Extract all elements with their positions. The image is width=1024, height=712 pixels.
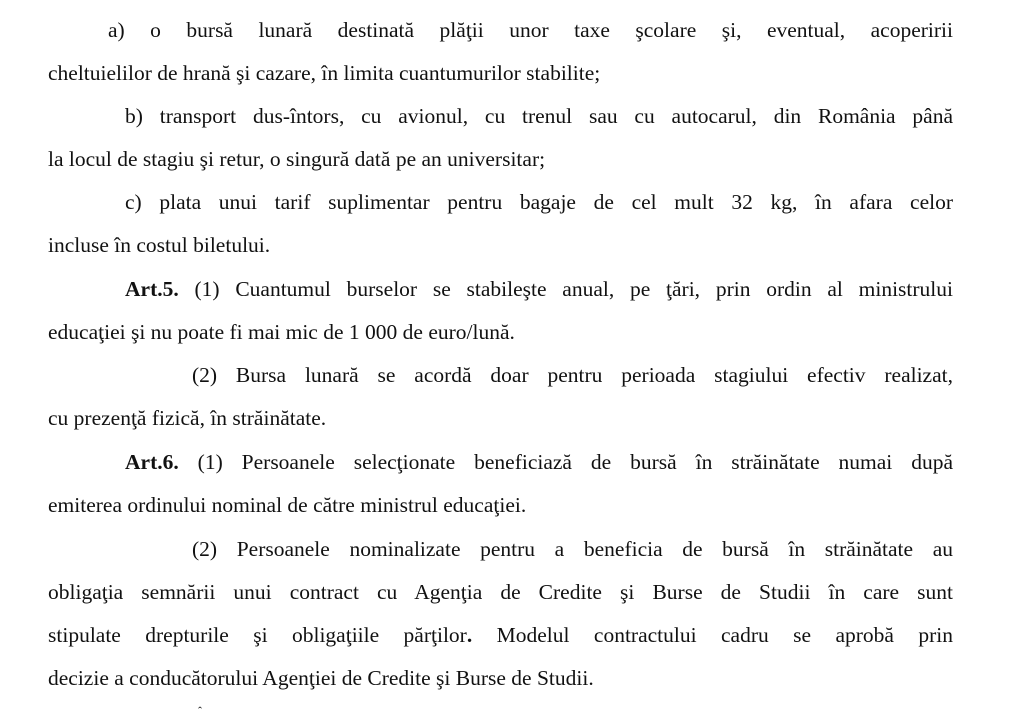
article-5-line: [125, 276, 953, 302]
paragraph-line: (2) Persoanele nominalizate pentru a beneficia de bursă în străinătate au: [192, 537, 953, 561]
article-6-line: [125, 449, 953, 475]
paragraph-line: la locul de stagiu şi retur, o singură dată pe an universitar;: [48, 147, 546, 171]
paragraph-line: cheltuielilor de hrană şi cazare, în limita cuantumurilor stabilite;: [48, 61, 601, 85]
paragraph-line: incluse în costul biletului.: [48, 233, 271, 257]
paragraph-line: educaţiei şi nu poate fi mai mic de 1 000 de euro/lună.: [48, 320, 515, 344]
paragraph-line: (2) Bursa lunară se acordă doar pentru perioada stagiului efectiv realizat,: [192, 363, 953, 387]
paragraph-line: cu prezenţă fizică, în străinătate.: [48, 406, 327, 430]
paragraph-line: [48, 622, 953, 648]
paragraph-line: decizie a conducătorului Agenţiei de Credite şi Burse de Studii.: [48, 666, 594, 690]
paragraph-line: b) transport dus-întors, cu avionul, cu trenul sau cu autocarul, din România până: [125, 104, 953, 128]
cropped-next-line-fragment: ˆ: [198, 704, 202, 712]
line-part: Modelul contractului cadru se aprobă prin: [472, 623, 953, 647]
paragraph-line: obligaţia semnării unui contract cu Agenţia de Credite şi Burse de Studii în care sunt: [48, 580, 953, 604]
paragraph-line: c) plata unui tarif suplimentar pentru bagaje de cel mult 32 kg, în afara celor: [125, 190, 953, 214]
bold-period: .: [466, 623, 473, 647]
article-5-label: Art.5.: [125, 277, 179, 301]
line-part: stipulate drepturile şi obligaţiile părţilor: [48, 623, 467, 647]
article-6-label: Art.6.: [125, 450, 179, 474]
paragraph-line: emiterea ordinului nominal de către ministrul educaţiei.: [48, 493, 527, 517]
article-5-text: (1) Cuantumul burselor se stabileşte anual, pe ţări, prin ordin al ministrului: [178, 277, 953, 301]
article-6-text: (1) Persoanele selecţionate beneficiază de bursă în străinătate numai după: [178, 450, 953, 474]
paragraph-line: a) o bursă lunară destinată plăţii unor taxe şcolare şi, eventual, acoperirii: [108, 18, 953, 42]
